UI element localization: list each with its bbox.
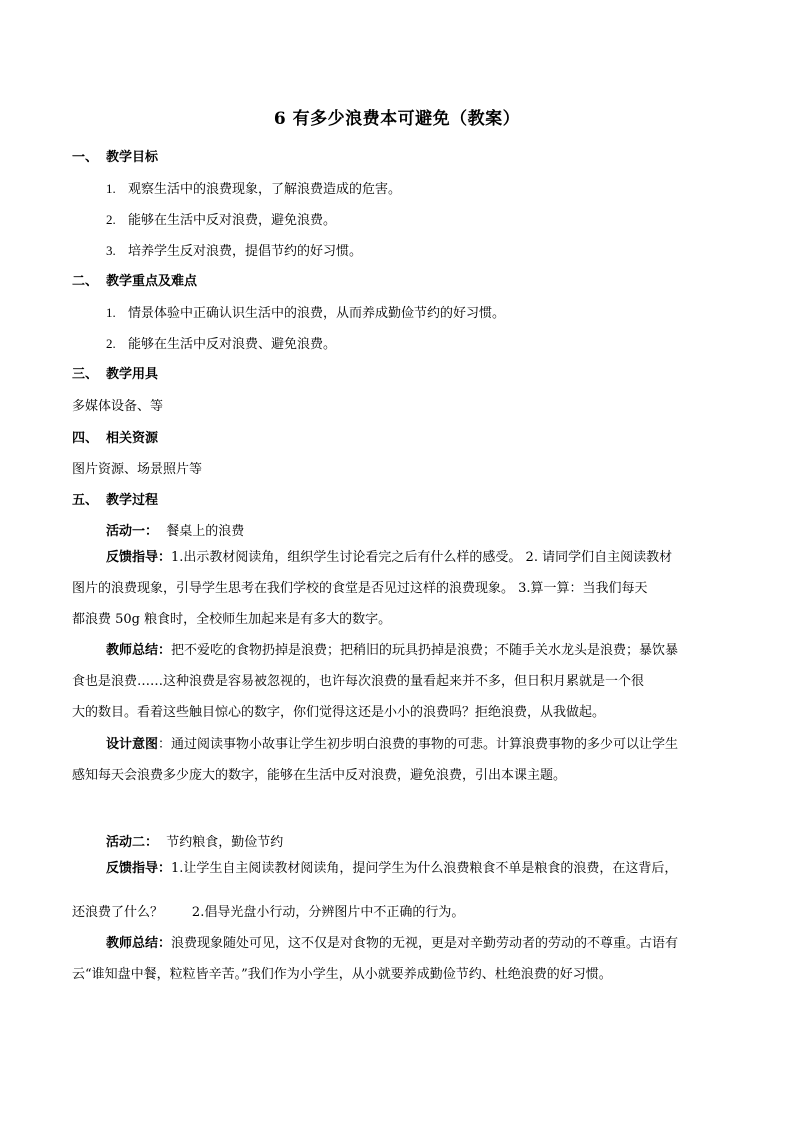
section-heading-goals [72,146,158,165]
design-text: ：通过阅读事物小故事让学生初步明白浪费的事物的可悲。计算浪费事物的多少可以让学生 [158,737,679,752]
feedback-label: 反馈指导： [106,861,172,876]
paragraph-line: 都浪费 50g 粮食时，全校师生加起来是有多大的数字。 [72,612,392,627]
tools-text: 多媒体设备、等 [72,399,164,414]
paragraph-line [106,644,722,657]
key-point-item [106,333,336,352]
section-heading-process [72,489,158,508]
paragraph-line: 云“谁知盘中餐，粒粒皆辛苦。”我们作为小学生，从小就要养成勤俭节约、杜绝浪费的好习惯。 [72,967,612,982]
key-point-text: 能够在生活中反对浪费、避免浪费。 [128,337,337,352]
paragraph-line: 还浪费了什么？ 2.倡导光盘小行动，分辨图片中不正确的行为。 [72,905,465,920]
goal-item [106,240,362,259]
section-label: 教学目标 [106,150,159,165]
goal-item [106,209,336,228]
section-number: 二、 [72,274,99,289]
goal-number: 2. [106,212,116,227]
goal-item [106,178,401,197]
resources-text: 图片资源、场景照片等 [72,462,203,477]
key-point-number: 1. [106,305,116,320]
section-label: 相关资源 [106,431,159,446]
goal-text: 培养学生反对浪费，提倡节约的好习惯。 [128,244,363,259]
section-heading-key-points [72,270,197,289]
paragraph-line: 大的数目。看着这些触目惊心的数字，你们觉得这还是小小的浪费吗？拒绝浪费，从我做起。 [72,705,606,720]
activity-name: 节约粮食，勤俭节约 [166,835,284,850]
paragraph-line [106,551,722,564]
goal-number: 1. [106,181,116,196]
key-point-number: 2. [106,336,116,351]
section-label: 教学过程 [106,493,159,508]
key-point-item [106,302,505,321]
summary-text: 把不爱吃的食物扔掉是浪费；把稍旧的玩具扔掉是浪费；不随手关水龙头是浪费；暴饮暴 [171,643,679,658]
paragraph-line [106,862,722,875]
section-number: 一、 [72,150,99,165]
paragraph-line: 食也是浪费……这种浪费是容易被忽视的，也许每次浪费的量看起来并不多，但日积月累就是一个很 [72,674,645,689]
summary-label: 教师总结： [106,936,172,951]
summary-label: 教师总结： [106,643,172,658]
activity-name: 餐桌上的浪费 [166,524,245,539]
document-title: 6 有多少浪费本可避免（教案） [273,109,521,129]
section-number: 三、 [72,367,99,382]
summary-text: 浪费现象随处可见，这不仅是对食物的无视，更是对辛勤劳动者的劳动的不尊重。古语有 [171,936,679,951]
paragraph-line [106,937,722,950]
activity-two-heading [106,831,283,850]
section-heading-tools [72,363,158,382]
paragraph-line [106,738,722,751]
activity-label: 活动二： [106,835,159,850]
paragraph-line: 感知每天会浪费多少庞大的数字，能够在生活中反对浪费，避免浪费，引出本课主题。 [72,768,567,783]
key-point-text: 情景体验中正确认识生活中的浪费，从而养成勤俭节约的好习惯。 [128,306,506,321]
paragraph-line: 图片的浪费现象，引导学生思考在我们学校的食堂是否见过这样的浪费现象。 3.算一算：当我们每天 [72,581,648,596]
section-number: 四、 [72,431,99,446]
design-label: 设计意图 [106,737,159,752]
feedback-label: 反馈指导： [106,550,172,565]
goal-text: 观察生活中的浪费现象，了解浪费造成的危害。 [128,182,402,197]
section-label: 教学用具 [106,367,159,382]
activity-one-heading [106,520,244,539]
section-label: 教学重点及难点 [106,274,198,289]
goal-number: 3. [106,243,116,258]
feedback-text: 1.让学生自主阅读教材阅读角，提问学生为什么浪费粮食不单是粮食的浪费，在这背后， [171,861,678,876]
section-heading-resources [72,427,158,446]
feedback-text: 1.出示教材阅读角，组织学生讨论看完之后有什么样的感受。 2. 请同学们自主阅读教材 [171,550,673,565]
goal-text: 能够在生活中反对浪费，避免浪费。 [128,213,337,228]
section-number: 五、 [72,493,99,508]
activity-label: 活动一： [106,524,159,539]
